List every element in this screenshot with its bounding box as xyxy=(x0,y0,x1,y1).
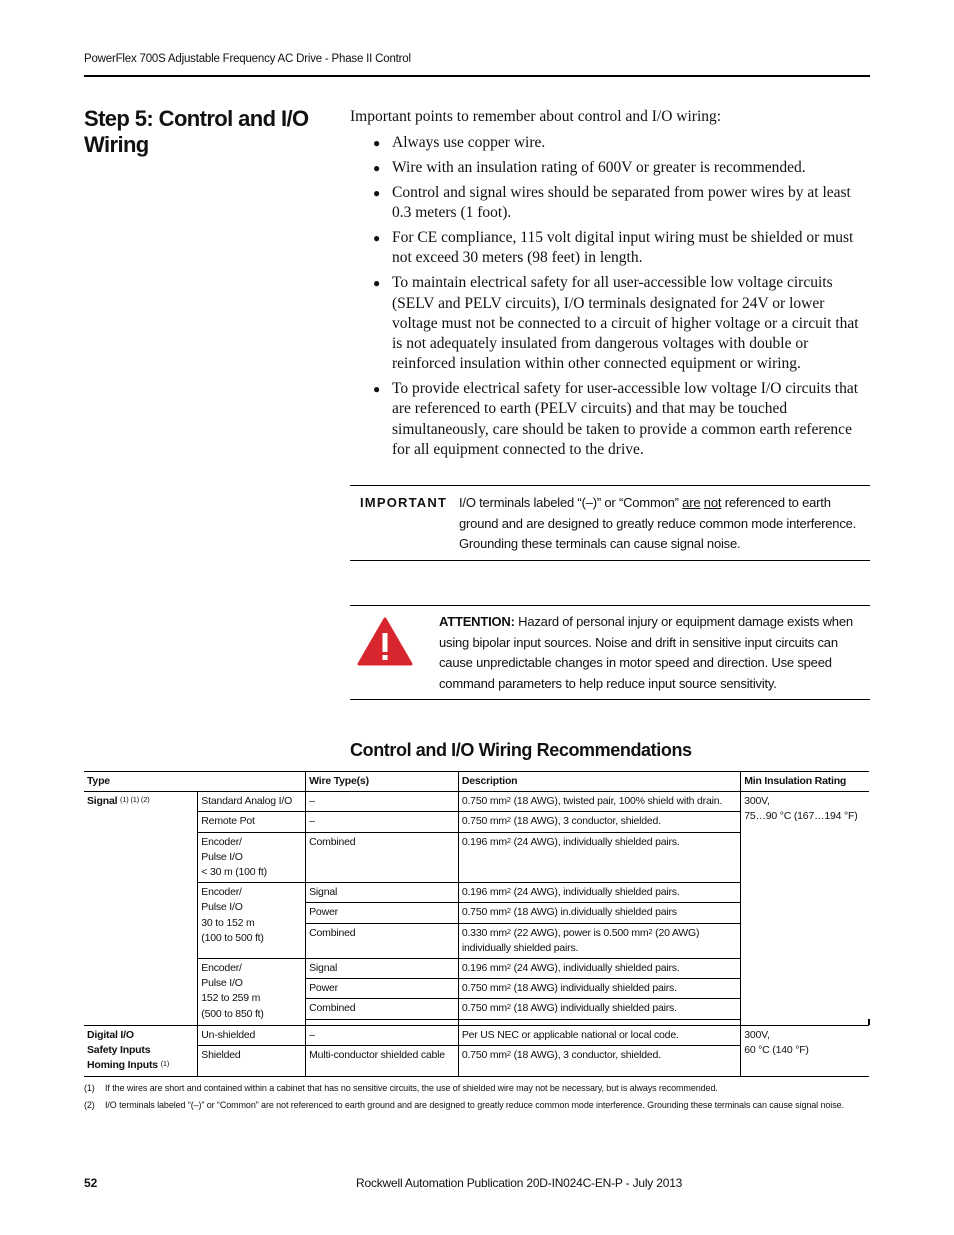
table-header-row xyxy=(84,772,870,792)
important-bottom-rule xyxy=(350,560,870,561)
cell-sub-type: Encoder/ Pulse I/O 30 to 152 m (100 to 500 ft) xyxy=(198,883,306,959)
cell-sub-type: Encoder/ Pulse I/O 152 to 259 m (500 to 850 ft) xyxy=(198,959,306,1026)
cell-description: 0.750 $mm^2$ (18 AWG) individually shielded pairs. xyxy=(458,999,740,1019)
important-label: IMPORTANT xyxy=(360,495,448,510)
wiring-recommendations-table xyxy=(84,771,870,1077)
cell-wire: – xyxy=(306,812,459,832)
cell-wire: – xyxy=(306,1025,459,1045)
type-signal: Signal $^{(1) (1) (2)}$ xyxy=(84,792,198,1025)
cell-description: 0.750 $mm^2$ (18 AWG) in.dividually shielded pairs xyxy=(458,903,740,923)
cell-wire: Signal xyxy=(306,959,459,979)
list-item: ● To maintain electrical safety for all user-accessible low voltage circuits (SELV and PELV circuits), I/O terminals designated for 24V or lower voltage must not be connected to a circuit of higher voltage or a circuit that is not adequately insulated from dangerous voltages with double or reinforced insulation within other connected equipment or wiring. xyxy=(373,274,859,373)
cell-wire: Combined xyxy=(306,999,459,1019)
cell-description: 0.750 $mm^2$ (18 AWG), 3 conductor, shielded. xyxy=(458,1045,740,1076)
attention-text: ATTENTION: Hazard of personal injury or equipment damage exists when using bipolar input sources. Noise and drift in sensitive input circuits can cause unpredictable changes in motor speed and direction. Use speed command parameters to help reduce input source sensitivity. xyxy=(439,614,853,691)
cell-wire: – xyxy=(306,792,459,812)
important-top-rule xyxy=(350,485,870,486)
cell-insulation-signal: 300V, 75…90 °C (167…194 °F) xyxy=(741,792,869,1025)
page-number: 52 xyxy=(84,1176,98,1190)
section-title: Step 5: Control and I/O Wiring xyxy=(84,106,309,157)
list-item: ● Wire with an insulation rating of 600V or greater is recommended. xyxy=(373,159,806,176)
cell-wire: Power xyxy=(306,979,459,999)
cell-description: 0.750 $mm^2$ (18 AWG) individually shielded pairs. xyxy=(458,979,740,999)
list-item: ● For CE compliance, 115 volt digital input wiring must be shielded or must not exceed 30 meters (98 feet) in length. xyxy=(373,229,854,267)
cell-wire: Multi-conductor shielded cable xyxy=(306,1045,459,1076)
cell-description: 0.750 $mm^2$ (18 AWG), twisted pair, 100% shield with drain. xyxy=(458,792,740,812)
header-min-insulation: Min Insulation Rating xyxy=(741,772,869,792)
footnote: (2) I/O terminals labeled “(–)” or “Common” are not referenced to earth ground and are designed to greatly reduce common mode interference. Grounding these terminals can cause signal noise. xyxy=(84,1100,844,1110)
bullet-list xyxy=(372,133,872,465)
publication-info: Rockwell Automation Publication 20D-IN024C-EN-P - July 2013 xyxy=(356,1176,683,1190)
header-rule xyxy=(84,75,870,77)
intro-text: Important points to remember about control and I/O wiring: xyxy=(350,108,722,125)
table-row xyxy=(84,1025,870,1045)
attention-top-rule xyxy=(350,605,870,606)
cell-description: 0.750 $mm^2$ (18 AWG), 3 conductor, shielded. xyxy=(458,812,740,832)
list-item: ● Always use copper wire. xyxy=(373,134,546,151)
header-wire-type: Wire Type(s) xyxy=(306,772,459,792)
header-type: Type xyxy=(84,772,306,792)
type-digital-io: Digital I/O Safety Inputs Homing Inputs $^{(1)}$ xyxy=(84,1025,198,1076)
cell-insulation-digital: 300V, 60 °C (140 °F) xyxy=(741,1025,869,1076)
cell-description: Per US NEC or applicable national or local code. xyxy=(458,1025,740,1045)
cell-description: 0.196 $mm^2$ (24 AWG), individually shielded pairs. xyxy=(458,832,740,883)
table-title: Control and I/O Wiring Recommendations xyxy=(350,740,692,760)
cell-wire: Combined xyxy=(306,923,459,958)
footnote: (1) If the wires are short and contained within a cabinet that has no sensitive circuits, the use of shielded wire may not be necessary, but is always recommended. xyxy=(84,1083,718,1093)
cell-sub-type: Shielded xyxy=(198,1045,306,1076)
cell-description: 0.330 $mm^2$ (22 AWG), power is 0.500 $mm^2$ (20 AWG) individually shielded pairs. xyxy=(458,923,740,958)
important-text: I/O terminals labeled “(–)” or “Common” are not referenced to earth ground and are designed to greatly reduce common mode interference. Grounding these terminals can cause signal noise. xyxy=(459,495,857,551)
cell-sub-type: Remote Pot xyxy=(198,812,306,832)
attention-bottom-rule xyxy=(350,699,870,700)
warning-triangle-icon xyxy=(357,616,413,666)
cell-sub-type: Encoder/ Pulse I/O < 30 m (100 ft) xyxy=(198,832,306,883)
cell-description: 0.196 $mm^2$ (24 AWG), individually shielded pairs. xyxy=(458,959,740,979)
header-description: Description xyxy=(458,772,740,792)
cell-sub-type: Standard Analog I/O xyxy=(198,792,306,812)
cell-wire: Signal xyxy=(306,883,459,903)
table-row xyxy=(84,792,870,812)
cell-wire: Combined xyxy=(306,832,459,883)
running-header: PowerFlex 700S Adjustable Frequency AC Drive - Phase II Control xyxy=(84,53,411,65)
cell-sub-type: Un-shielded xyxy=(198,1025,306,1045)
list-item: ● To provide electrical safety for user-accessible low voltage I/O circuits that are referenced to earth (PELV circuits) and that may be touched simultaneously, care should be taken to provide a common earth reference for all equipment connected to the drive. xyxy=(373,380,858,458)
cell-description: 0.196 $mm^2$ (24 AWG), individually shielded pairs. xyxy=(458,883,740,903)
list-item: ● Control and signal wires should be separated from power wires by at least 0.3 meters (1 foot). xyxy=(373,184,851,222)
cell-wire: Power xyxy=(306,903,459,923)
